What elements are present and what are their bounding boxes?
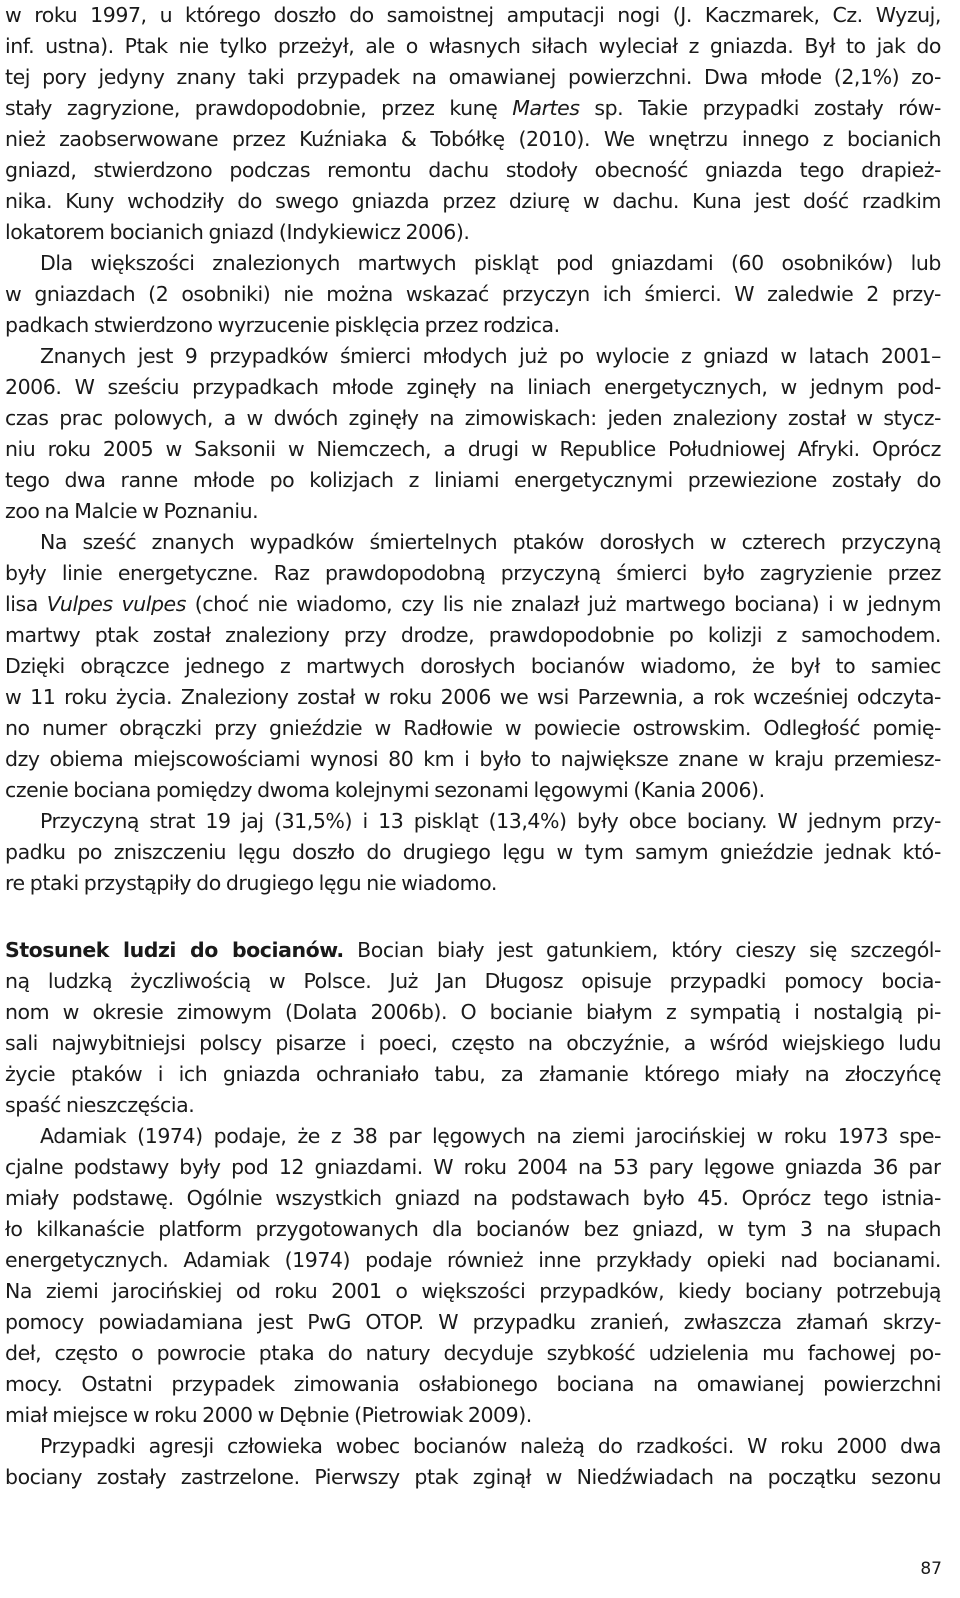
text-line xyxy=(40,1431,941,1461)
text-line xyxy=(5,372,941,402)
text-run: ną ludzką życzliwością w Polsce. Już Jan Długosz opisuje przypadki pomocy bocia- xyxy=(5,969,941,993)
text-run: cjalne podstawy były pod 12 gniazdami. W roku 2004 na 53 pary lęgowe gniazda 36 par xyxy=(5,1155,941,1179)
text-run: Znanych jest 9 przypadków śmierci młodych już po wylocie z gniazd w latach 2001– xyxy=(40,344,941,368)
text-run: czenie bociana pomiędzy dwoma kolejnymi sezonami lęgowymi (Kania 2006). xyxy=(5,778,765,802)
text-run: miały podstawę. Ogólnie wszystkich gniazd na podstawach było 45. Oprócz tego istnia- xyxy=(5,1186,941,1210)
text-run: w gniazdach (2 osobniki) nie można wskazać przyczyn ich śmierci. W zaledwie 2 przy- xyxy=(5,282,941,306)
text-run: były linie energetyczne. Raz prawdopodobną przyczyną śmierci było zagryzienie przez xyxy=(5,561,941,585)
text-run: lisa xyxy=(5,592,47,616)
text-run: (choć nie wiadomo, czy lis nie znalazł już martwego bociana) i w jednym xyxy=(185,592,941,616)
text-line xyxy=(40,806,941,836)
text-line xyxy=(5,1369,941,1399)
text-line xyxy=(5,1338,941,1368)
text-line xyxy=(5,837,941,867)
text-run: tej pory jedyny znany taki przypadek na omawianej powierzchni. Dwa młode (2,1%) zo- xyxy=(5,65,941,89)
text-line xyxy=(5,1152,941,1182)
text-line xyxy=(5,1400,941,1430)
text-line xyxy=(5,434,941,464)
species-name-martes: Martes xyxy=(512,96,580,120)
text-run: padkach stwierdzono wyrzucenie pisklęcia przez rodzica. xyxy=(5,313,560,337)
text-line xyxy=(5,682,941,712)
text-line xyxy=(5,310,941,340)
text-line xyxy=(5,496,941,526)
text-run: niu roku 2005 w Saksonii w Niemczech, a drugi w Republice Południowej Afryki. Oprócz xyxy=(5,437,941,461)
text-run: dzy obiema miejscowościami wynosi 80 km i było to największe znane w kraju przemiesz- xyxy=(5,747,941,771)
text-line xyxy=(5,186,941,216)
text-line xyxy=(5,31,941,61)
text-run: Przypadki agresji człowieka wobec bocianów należą do rzadkości. W roku 2000 dwa xyxy=(40,1434,941,1458)
text-run: lokatorem bocianich gniazd (Indykiewicz 2006). xyxy=(5,220,470,244)
text-line xyxy=(5,651,941,681)
text-line xyxy=(5,1245,941,1275)
text-line xyxy=(5,1090,941,1120)
text-run: martwy ptak został znaleziony przy drodze, prawdopodobnie po kolizji z samochodem. xyxy=(5,623,941,647)
text-line xyxy=(5,124,941,154)
text-line xyxy=(5,1462,941,1492)
text-line xyxy=(40,341,941,371)
text-run: miał miejsce w roku 2000 w Dębnie (Pietrowiak 2009). xyxy=(5,1403,532,1427)
text-line xyxy=(5,775,941,805)
text-line xyxy=(5,1183,941,1213)
text-line xyxy=(5,279,941,309)
text-line xyxy=(5,155,941,185)
text-line xyxy=(5,935,941,965)
text-line xyxy=(5,966,941,996)
text-run: Bocian biały jest gatunkiem, który cieszy się szczegól- xyxy=(343,938,941,962)
text-line xyxy=(5,868,941,898)
text-line xyxy=(5,620,941,650)
text-line xyxy=(5,1059,941,1089)
text-run: energetycznych. Adamiak (1974) podaje również inne przykłady opieki nad bocianami. xyxy=(5,1248,941,1272)
text-run: w 11 roku życia. Znaleziony został w roku 2006 we wsi Parzewnia, a rok wcześniej odczyta- xyxy=(5,685,941,709)
text-run: czas prac polowych, a w dwóch zginęły na zimowiskach: jeden znaleziony został w stycz- xyxy=(5,406,941,430)
text-run: padku po zniszczeniu lęgu doszło do drugiego lęgu w tym samym gnieździe jednak któ- xyxy=(5,840,941,864)
text-line xyxy=(5,1214,941,1244)
text-line xyxy=(5,713,941,743)
section-heading: Stosunek ludzi do bocianów. xyxy=(5,938,344,962)
text-run: tego dwa ranne młode po kolizjach z liniami energetycznymi przewiezione zostały do xyxy=(5,468,941,492)
text-run: 2006. W sześciu przypadkach młode zginęły na liniach energetycznych, w jednym pod- xyxy=(5,375,941,399)
text-run: Dla większości znalezionych martwych piskląt pod gniazdami (60 osobników) lub xyxy=(40,251,941,275)
text-run: Dzięki obrączce jednego z martwych dorosłych bocianów wiadomo, że był to samiec xyxy=(5,654,941,678)
text-line xyxy=(40,527,941,557)
text-line xyxy=(5,589,941,619)
text-line xyxy=(5,465,941,495)
text-run: bociany zostały zastrzelone. Pierwszy ptak zginął w Niedźwiadach na początku sezonu xyxy=(5,1465,941,1489)
text-run: spaść nieszczęścia. xyxy=(5,1093,195,1117)
text-run: zoo na Malcie w Poznaniu. xyxy=(5,499,259,523)
text-run: nież zaobserwowane przez Kuźniaka & Tobółkę (2010). We wnętrzu innego z bocianich xyxy=(5,127,941,151)
text-run: pomocy powiadamiana jest PwG OTOP. W przypadku zranień, zwłaszcza złamań skrzy- xyxy=(5,1310,941,1334)
text-run: sali najwybitniejsi polscy pisarze i poeci, często na obczyźnie, a wśród wiejskiego ludu xyxy=(5,1031,941,1055)
text-line xyxy=(5,0,941,30)
text-line xyxy=(5,558,941,588)
text-run: no numer obrączki przy gnieździe w Radłowie w powiecie ostrowskim. Odległość pomię- xyxy=(5,716,941,740)
text-line xyxy=(40,1121,941,1151)
text-run: ło kilkanaście platform przygotowanych dla bocianów bez gniazd, w tym 3 na słupach xyxy=(5,1217,941,1241)
text-line xyxy=(5,217,941,247)
text-line xyxy=(40,248,941,278)
page-number: 87 xyxy=(920,1559,942,1579)
text-line xyxy=(5,403,941,433)
text-run: Przyczyną strat 19 jaj (31,5%) i 13 piskląt (13,4%) były obce bociany. W jednym przy- xyxy=(40,809,941,833)
text-run: gniazd, stwierdzono podczas remontu dachu stodoły obecność gniazda tego drapież- xyxy=(5,158,941,182)
text-run: mocy. Ostatni przypadek zimowania osłabionego bociana na omawianej powierzchni xyxy=(5,1372,941,1396)
text-line xyxy=(5,1307,941,1337)
text-line xyxy=(5,93,941,123)
text-line xyxy=(5,1276,941,1306)
text-run: nom w okresie zimowym (Dolata 2006b). O bocianie białym z sympatią i nostalgią pi- xyxy=(5,1000,941,1024)
text-run: Na sześć znanych wypadków śmiertelnych ptaków dorosłych w czterech przyczyną xyxy=(40,530,941,554)
text-line xyxy=(5,997,941,1027)
text-line xyxy=(5,1028,941,1058)
text-run: życie ptaków i ich gniazda ochraniało tabu, za złamanie którego miały na złoczyńcę xyxy=(5,1062,941,1086)
species-name-vulpes: Vulpes vulpes xyxy=(46,592,186,616)
text-run: deł, często o powrocie ptaka do natury decyduje szybkość udzielenia mu fachowej po- xyxy=(5,1341,941,1365)
text-run: inf. ustna). Ptak nie tylko przeżył, ale o własnych siłach wyleciał z gniazda. Był to jak do xyxy=(5,34,941,58)
text-run: nika. Kuny wchodziły do swego gniazda przez dziurę w dachu. Kuna jest dość rzadkim xyxy=(5,189,941,213)
text-line xyxy=(5,62,941,92)
text-run: sp. Takie przypadki zostały rów- xyxy=(579,96,941,120)
text-line xyxy=(5,744,941,774)
text-run: stały zagryzione, prawdopodobnie, przez kunę xyxy=(5,96,513,120)
text-run: w roku 1997, u którego doszło do samoistnej amputacji nogi (J. Kaczmarek, Cz. Wyzuj, xyxy=(5,3,941,27)
text-run: Na ziemi jarocińskiej od roku 2001 o większości przypadków, kiedy bociany potrzebują xyxy=(5,1279,941,1303)
text-run: Adamiak (1974) podaje, że z 38 par lęgowych na ziemi jarocińskiej w roku 1973 spe- xyxy=(40,1124,941,1148)
text-run: re ptaki przystąpiły do drugiego lęgu nie wiadomo. xyxy=(5,871,497,895)
